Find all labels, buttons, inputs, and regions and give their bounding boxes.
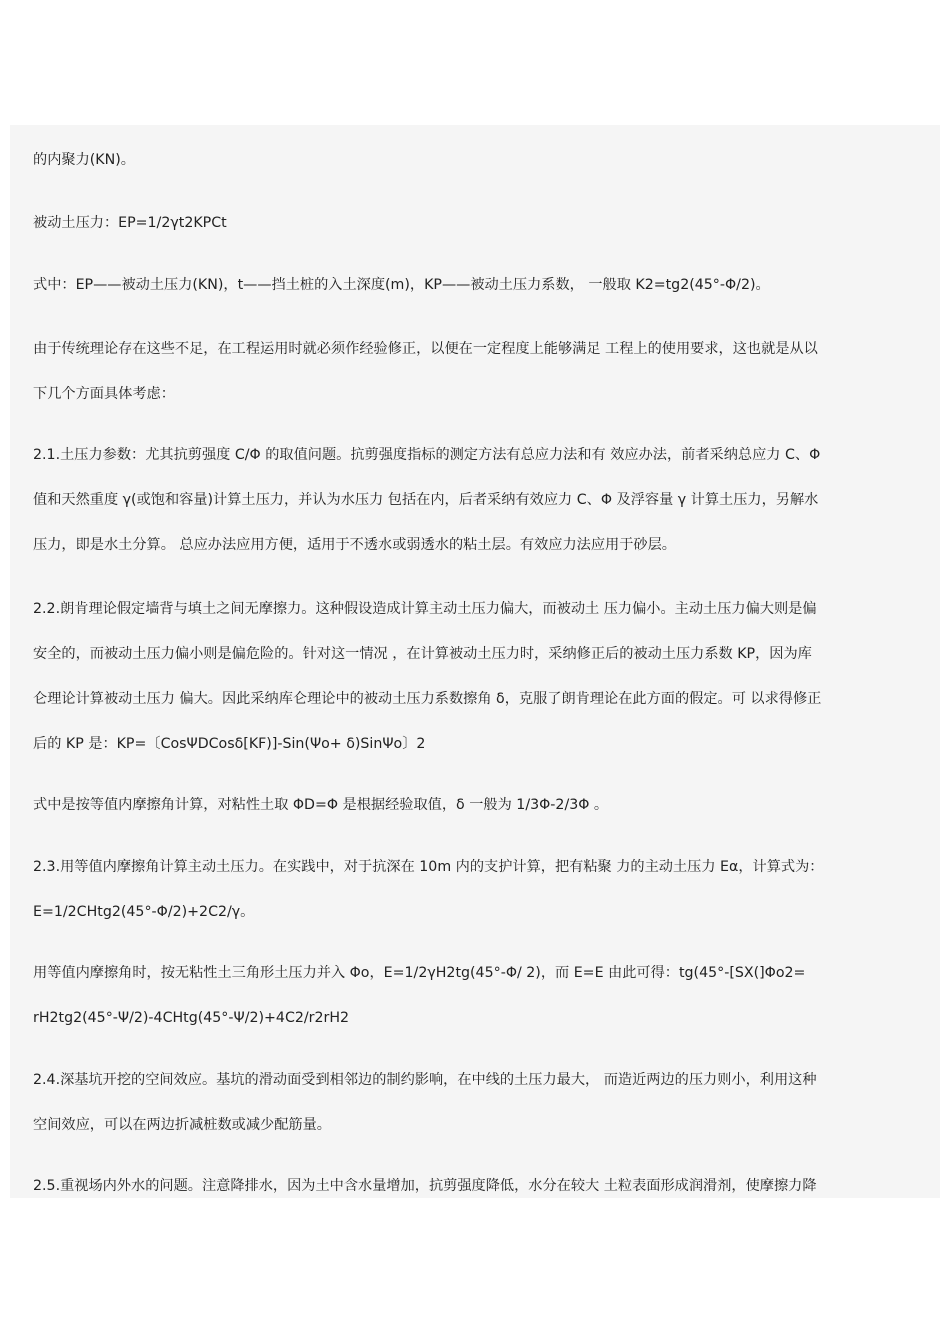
paragraph-cohesion-tail [33,149,135,171]
paragraph-section-2-5 [33,1175,817,1197]
text-line: 后的 KP 是：KP=〔CosΨDCosδ[KF)]-Sin(Ψo+ δ)SinΨo〕2 [33,736,426,752]
text-line: 压力，即是水土分算。 总应办法应用方便，适用于不透水或弱透水的粘土层。有效应力法应用于砂层。 [33,537,676,553]
text-line: 式中：EP——被动土压力(KN)，t——挡土桩的入土深度(m)，KP——被动土压力系数， 一般取 K2=tg2(45°-Φ/2)。 [33,277,770,293]
text-line: 2.5.重视场内外水的问题。注意降排水，因为土中含水量增加，抗剪强度降低，水分在较大 土粒表面形成润滑剂，使摩擦力降 [33,1178,817,1194]
text-line: 2.3.用等值内摩擦角计算主动土压力。在实践中，对于抗深在 10m 内的支护计算，把有粘聚 力的主动土压力 Eα，计算式为： [33,859,824,875]
paragraph-section-2-1 [33,444,820,556]
text-line: 由于传统理论存在这些不足，在工程运用时就必须作经验修正，以便在一定程度上能够满足 工程上的使用要求，这也就是从以 [33,341,818,357]
text-line: E=1/2CHtg2(45°-Φ/2)+2C2/γ。 [33,904,255,920]
paragraph-equivalent-angle-derivation [33,962,805,1029]
text-line: 式中是按等值内摩擦角计算，对粘性土取 ΦD=Φ 是根据经验取值，δ 一般为 1/3Φ-2/3Φ 。 [33,797,609,813]
text-line: 用等值内摩擦角时，按无粘性土三角形土压力并入 Φo，E=1/2γH2tg(45°-Φ/ 2)，而 E=E 由此可得：tg(45°-[SX(]Φo2= [33,965,806,981]
text-line: 2.1.土压力参数：尤其抗剪强度 C/Φ 的取值问题。抗剪强度指标的测定方法有总应力法和有 效应办法，前者采纳总应力 C、Φ [33,447,821,463]
paragraph-theory-correction [33,338,818,405]
document-page [10,125,940,1198]
text-line: 安全的，而被动土压力偏小则是偏危险的。针对这一情况 ，在计算被动土压力时，采纳修正后的被动土压力系数 KP，因为库 [33,646,812,662]
text-line: 仑理论计算被动土压力 偏大。因此采纳库仑理论中的被动土压力系数擦角 δ，克服了朗肯理论在此方面的假定。可 以求得修正 [33,691,822,707]
paragraph-section-2-4 [33,1069,817,1136]
text-line: 被动土压力：EP=1/2γt2KPCt [33,215,227,231]
paragraph-passive-pressure-formula [33,212,227,234]
text-line: 2.2.朗肯理论假定墙背与填土之间无摩擦力。这种假设造成计算主动土压力偏大，而被动土 压力偏小。主动土压力偏大则是偏 [33,601,817,617]
text-line: 空间效应，可以在两边折减桩数或减少配筋量。 [33,1117,331,1133]
paragraph-formula-legend [33,274,770,296]
paragraph-equivalent-friction-note [33,794,608,816]
text-line: 值和天然重度 γ(或饱和容量)计算土压力，并认为水压力 包括在内，后者采纳有效应力 C、Φ 及浮容量 γ 计算土压力，另解水 [33,492,819,508]
text-line: 的内聚力(KN)。 [33,152,135,168]
text-line: 2.4.深基坑开挖的空间效应。基坑的滑动面受到相邻边的制约影响，在中线的土压力最大， 而造近两边的压力则小，利用这种 [33,1072,817,1088]
text-line: 下几个方面具体考虑： [33,386,175,402]
paragraph-section-2-3 [33,856,824,923]
paragraph-section-2-2 [33,598,821,755]
text-line: rH2tg2(45°-Ψ/2)-4CHtg(45°-Ψ/2)+4C2/r2rH2 [33,1010,350,1026]
